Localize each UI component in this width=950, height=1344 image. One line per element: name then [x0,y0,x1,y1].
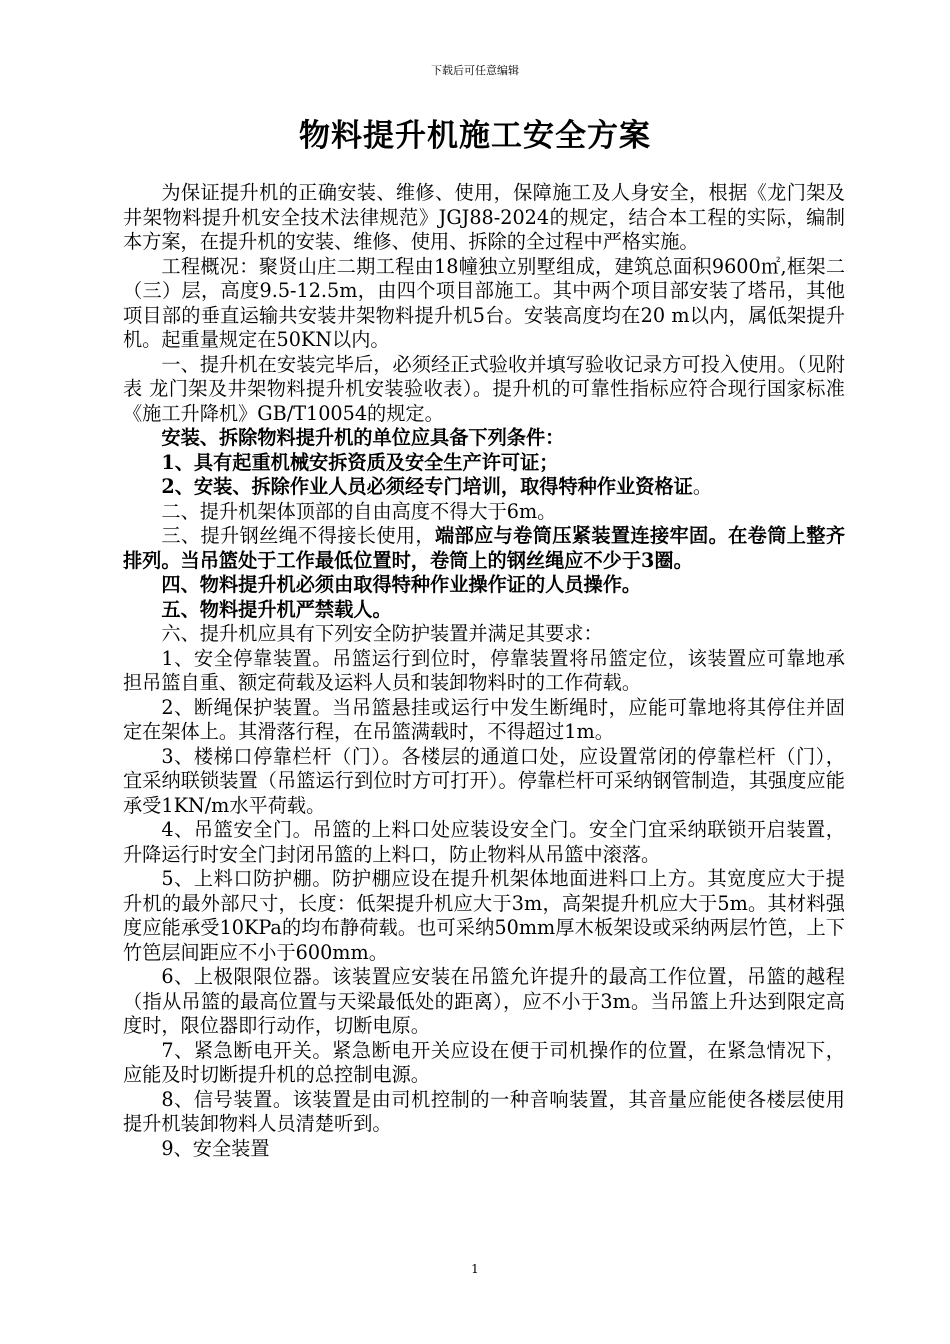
paragraph [123,818,845,867]
paragraph [123,598,845,623]
paragraph [123,647,845,696]
page-number: 1 [471,1262,479,1276]
paragraph-text: 一、提升机在安装完毕后，必须经正式验收并填写验收记录方可投入使用。（见附表 龙门架及井架物料提升机安装验收表）。提升机的可靠性指标应符合现行国家标准《施工升降机》GB/T10054的规定。 [123,352,845,425]
paragraph-text: 二、提升机架体顶部的自由高度不得大于6m。 [161,499,557,523]
paragraph-text: 安装、拆除物料提升机的单位应具备下列条件： [161,426,565,449]
paragraph-text: 四、物料提升机必须由取得特种作业操作证的人员操作。 [161,573,642,596]
paragraph-text: 1、安全停靠装置。吊篮运行到位时，停靠装置将吊篮定位，该装置应可靠地承担吊篮自重、额定荷载及运料人员和装卸物料时的工作荷载。 [123,646,845,694]
paragraph-text: 2、安装、拆除作业人员必须经专门培训，取得特种作业资格证 [161,475,693,498]
paragraph-text: 9、安全装置 [161,1136,270,1160]
paragraph [123,867,845,965]
paragraph-text: 六、提升机应具有下列安全防护装置并满足其要求： [161,622,603,645]
paragraph-text: 3、楼梯口停靠栏杆（门）。各楼层的通道口处，应设置常闭的停靠栏杆（门），宜采纳联锁装置（吊篮运行到位时方可打开）。停靠栏杆可采纳钢管制造，其强度应能承受1KN/m水平荷载。 [123,744,845,817]
paragraph [123,524,845,573]
document-body [123,181,845,1161]
paragraph [123,1088,845,1137]
paragraph-text: 6、上极限限位器。该装置应安装在吊篮允许提升的最高工作位置，吊篮的越程（指从吊篮的最高位置与天梁最低处的距离），应不小于3m。当吊篮上升达到限定高度时，限位器即行动作，切断电原。 [123,965,845,1037]
paragraph [123,255,845,353]
paragraph [123,965,845,1039]
paragraph-text: 5、上料口防护棚。防护棚应设在提升机架体地面进料口上方。其宽度应大于提升机的最外部尺寸，长度：低架提升机应大于3m，高架提升机应大于5m。其材料强度应能承受10KPa的均布静荷载。也可采纳50mm厚木板架设或采纳两层竹笆，上下竹笆层间距应不小于600mm。 [123,867,845,964]
paragraph-text: 。 [692,475,712,498]
paragraph [123,696,845,745]
paragraph-text: 端部应与卷筒压紧装置连接牢固。在卷筒上整齐排列。当吊篮处于工作最低位置时，卷筒上的钢丝绳应不少于3圈。 [123,524,846,572]
paragraph [123,500,845,525]
header-note: 下载后可任意编辑 [431,64,519,77]
paragraph [123,1039,845,1088]
paragraph-text: 五、物料提升机严禁载人。 [161,597,392,621]
paragraph-text: 8、信号装置。该装置是由司机控制的一种音响装置，其音量应能使各楼层使用提升机装卸物料人员清楚听到。 [123,1087,845,1135]
paragraph [123,475,845,500]
paragraph-text: 工程概况：聚贤山庄二期工程由18幢独立别墅组成，建筑总面积9600㎡,框架二（三）层，高度9.5-12.5m，由四个项目部施工。其中两个项目部安装了塔吊，其他项目部的垂直运输共安装井架物料提升机5台。安装高度均在20 m以内，属低架提升机。起重量规定在50KN以内。 [123,254,845,351]
paragraph [123,1137,845,1162]
paragraph-text: 三、提升钢丝绳不得接长使用， [161,524,435,547]
paragraph [123,745,845,819]
document-title: 物料提升机施工安全方案 [299,118,651,154]
paragraph-text: 7、紧急断电开关。紧急断电开关应设在便于司机操作的位置，在紧急情况下，应能及时切断提升机的总控制电源。 [123,1038,845,1086]
paragraph [123,573,845,598]
paragraph [123,622,845,647]
paragraph-text: 4、吊篮安全门。吊篮的上料口处应装设安全门。安全门宜采纳联锁开启装置，升降运行时安全门封闭吊篮的上料口，防止物料从吊篮中滚落。 [123,818,845,866]
paragraph-text: 1、具有起重机械安拆资质及安全生产许可证； [161,450,559,474]
paragraph-text: 2、断绳保护装置。当吊篮悬挂或运行中发生断绳时，应能可靠地将其停住并固定在架体上。其滑落行程，在吊篮满载时，不得超过1m。 [123,695,845,743]
paragraph [123,353,845,427]
paragraph [123,451,845,476]
paragraph [123,181,845,255]
paragraph [123,426,845,451]
paragraph-text: 为保证提升机的正确安装、维修、使用，保障施工及人身安全，根据《龙门架及井架物料提升机安全技术法律规范》JGJ88-2024的规定，结合本工程的实际，编制本方案，在提升机的安装、维修、使用、拆除的全过程中严格实施。 [123,181,845,253]
